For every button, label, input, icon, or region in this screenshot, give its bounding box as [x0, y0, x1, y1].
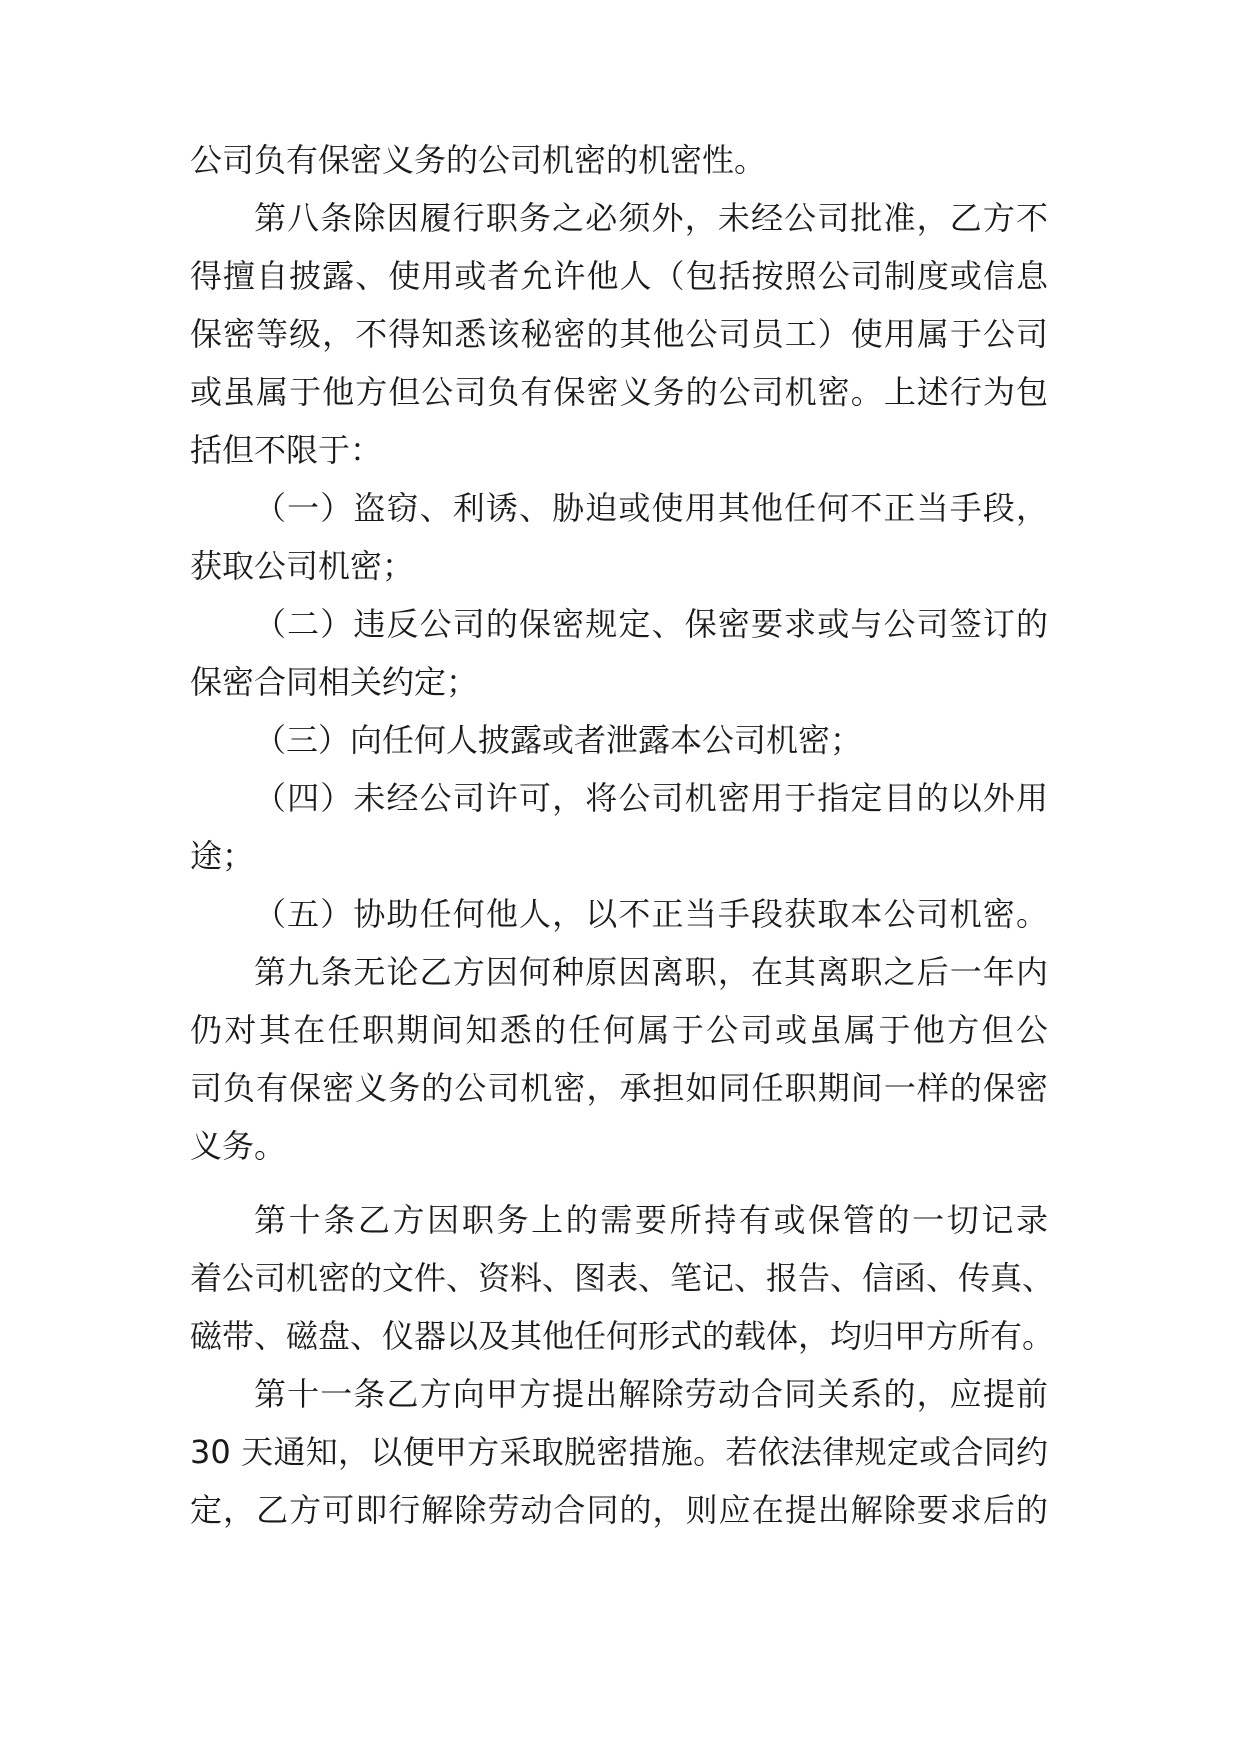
text-line: 保密等级，不得知悉该秘密的其他公司员工）使用属于公司	[190, 315, 1048, 353]
text-line: 着公司机密的文件、资料、图表、笔记、报告、信函、传真、	[190, 1259, 1055, 1297]
text-line: （一）盗窃、利诱、胁迫或使用其他任何不正当手段，	[254, 489, 1048, 527]
text-line: （二）违反公司的保密规定、保密要求或与公司签订的	[254, 605, 1048, 643]
text-line: （四）未经公司许可，将公司机密用于指定目的以外用	[254, 779, 1048, 817]
text-line: 仍对其在任职期间知悉的任何属于公司或虽属于他方但公	[190, 1011, 1048, 1049]
text-line: 获取公司机密；	[190, 547, 415, 585]
text-line: 括但不限于：	[190, 431, 383, 469]
text-line: 得擅自披露、使用或者允许他人（包括按照公司制度或信息	[190, 257, 1048, 295]
text-line: 保密合同相关约定；	[190, 663, 479, 701]
text-line: （五）协助任何他人，以不正当手段获取本公司机密。	[254, 895, 1048, 933]
text-line: 第八条除因履行职务之必须外，未经公司批准，乙方不	[254, 199, 1048, 237]
text-line: 磁带、磁盘、仪器以及其他任何形式的载体，均归甲方所有。	[190, 1317, 1055, 1355]
text-line: 第十一条乙方向甲方提出解除劳动合同关系的，应提前	[254, 1375, 1048, 1413]
text-line: 或虽属于他方但公司负有保密义务的公司机密。上述行为包	[190, 373, 1048, 411]
text-line: 30 天通知，以便甲方采取脱密措施。若依法律规定或合同约	[190, 1433, 1048, 1471]
text-line: 第九条无论乙方因何种原因离职，在其离职之后一年内	[254, 953, 1048, 991]
text-line: 途；	[190, 837, 255, 875]
text-line: 定，乙方可即行解除劳动合同的，则应在提出解除要求后的	[190, 1491, 1048, 1529]
text-line: （三）向任何人披露或者泄露本公司机密；	[254, 721, 863, 759]
text-line: 第十条乙方因职务上的需要所持有或保管的一切记录	[254, 1201, 1048, 1239]
text-line: 公司负有保密义务的公司机密的机密性。	[190, 141, 767, 179]
text-line: 司负有保密义务的公司机密，承担如同任职期间一样的保密	[190, 1069, 1048, 1107]
text-line: 义务。	[190, 1127, 287, 1165]
